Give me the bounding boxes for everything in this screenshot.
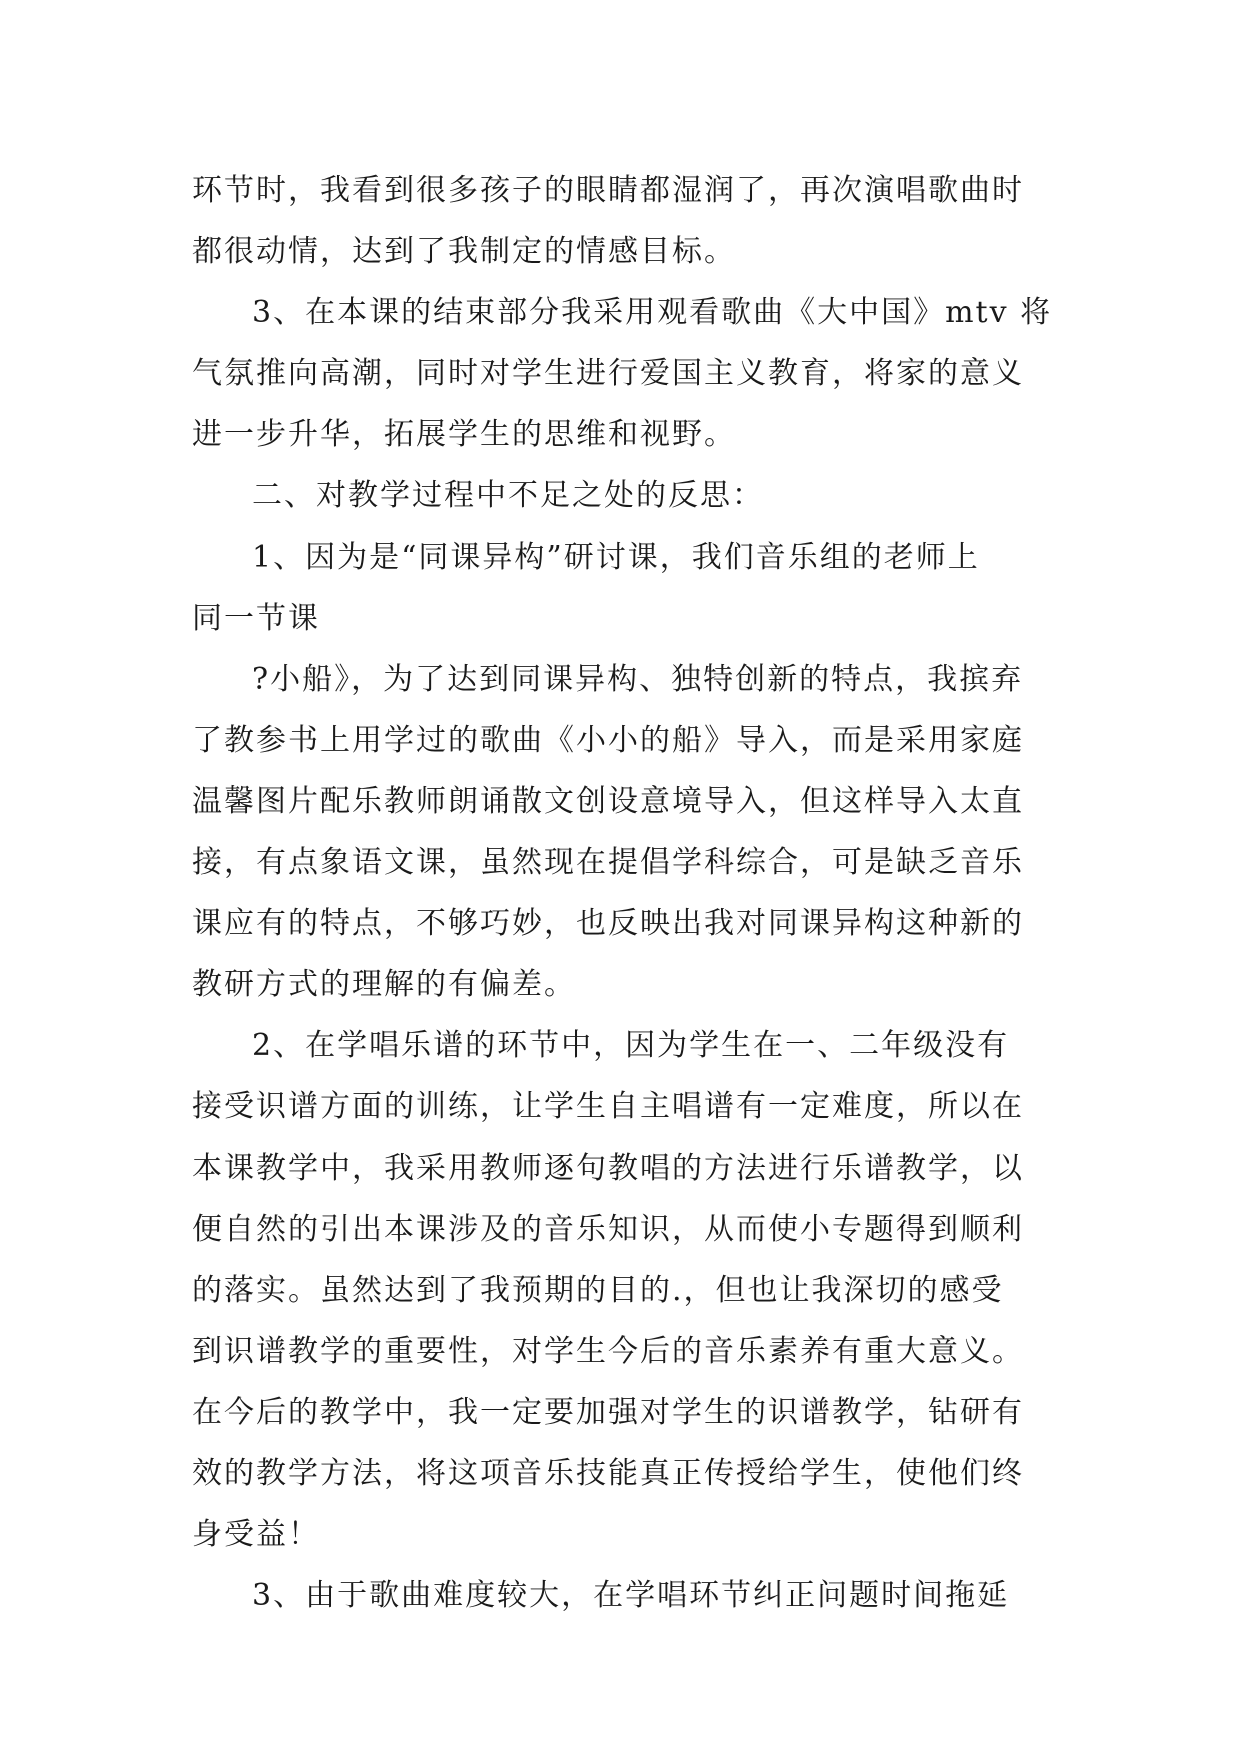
text-line: 了教参书上用学过的歌曲《小小的船》导入，而是采用家庭: [192, 722, 1024, 758]
document-body: [192, 160, 1052, 1626]
text-line: 便自然的引出本课涉及的音乐知识，从而使小专题得到顺利: [192, 1211, 1024, 1247]
text-line: 1、因为是“同课异构”研讨课，我们音乐组的老师上: [252, 539, 980, 575]
text-line: 都很动情，达到了我制定的情感目标。: [192, 234, 736, 270]
text-line: 3、在本课的结束部分我采用观看歌曲《大中国》mtv 将: [252, 295, 1052, 331]
text-line: 课应有的特点，不够巧妙，也反映出我对同课异构这种新的: [192, 906, 1024, 942]
text-line: 2、在学唱乐谱的环节中，因为学生在一、二年级没有: [252, 1028, 1010, 1064]
text-line: 3、由于歌曲难度较大，在学唱环节纠正问题时间拖延: [252, 1578, 1010, 1614]
text-line: 接受识谱方面的训练，让学生自主唱谱有一定难度，所以在: [192, 1089, 1024, 1125]
text-line: ?小船》，为了达到同课异构、独特创新的特点，我摈弃: [252, 661, 1024, 697]
text-line: 本课教学中，我采用教师逐句教唱的方法进行乐谱教学，以: [192, 1150, 1024, 1186]
text-line: 效的教学方法，将这项音乐技能真正传授给学生，使他们终: [192, 1455, 1024, 1491]
text-line: 同一节课: [192, 600, 320, 636]
text-line: 接，有点象语文课，虽然现在提倡学科综合，可是缺乏音乐: [192, 845, 1024, 881]
text-line: 二、对教学过程中不足之处的反思：: [252, 478, 764, 514]
text-line: 教研方式的理解的有偏差。: [192, 967, 576, 1003]
text-line: 气氛推向高潮，同时对学生进行爱国主义教育，将家的意义: [192, 356, 1024, 392]
text-line: 身受益！: [192, 1517, 320, 1553]
text-line: 进一步升华，拓展学生的思维和视野。: [192, 417, 736, 453]
text-line: 的落实。虽然达到了我预期的目的.，但也让我深切的感受: [192, 1272, 1004, 1308]
text-line: 温馨图片配乐教师朗诵散文创设意境导入，但这样导入太直: [192, 783, 1024, 819]
text-line: 环节时，我看到很多孩子的眼睛都湿润了，再次演唱歌曲时: [192, 173, 1024, 208]
text-line: 在今后的教学中，我一定要加强对学生的识谱教学，钻研有: [192, 1394, 1024, 1430]
text-line: 到识谱教学的重要性，对学生今后的音乐素养有重大意义。: [192, 1333, 1024, 1369]
